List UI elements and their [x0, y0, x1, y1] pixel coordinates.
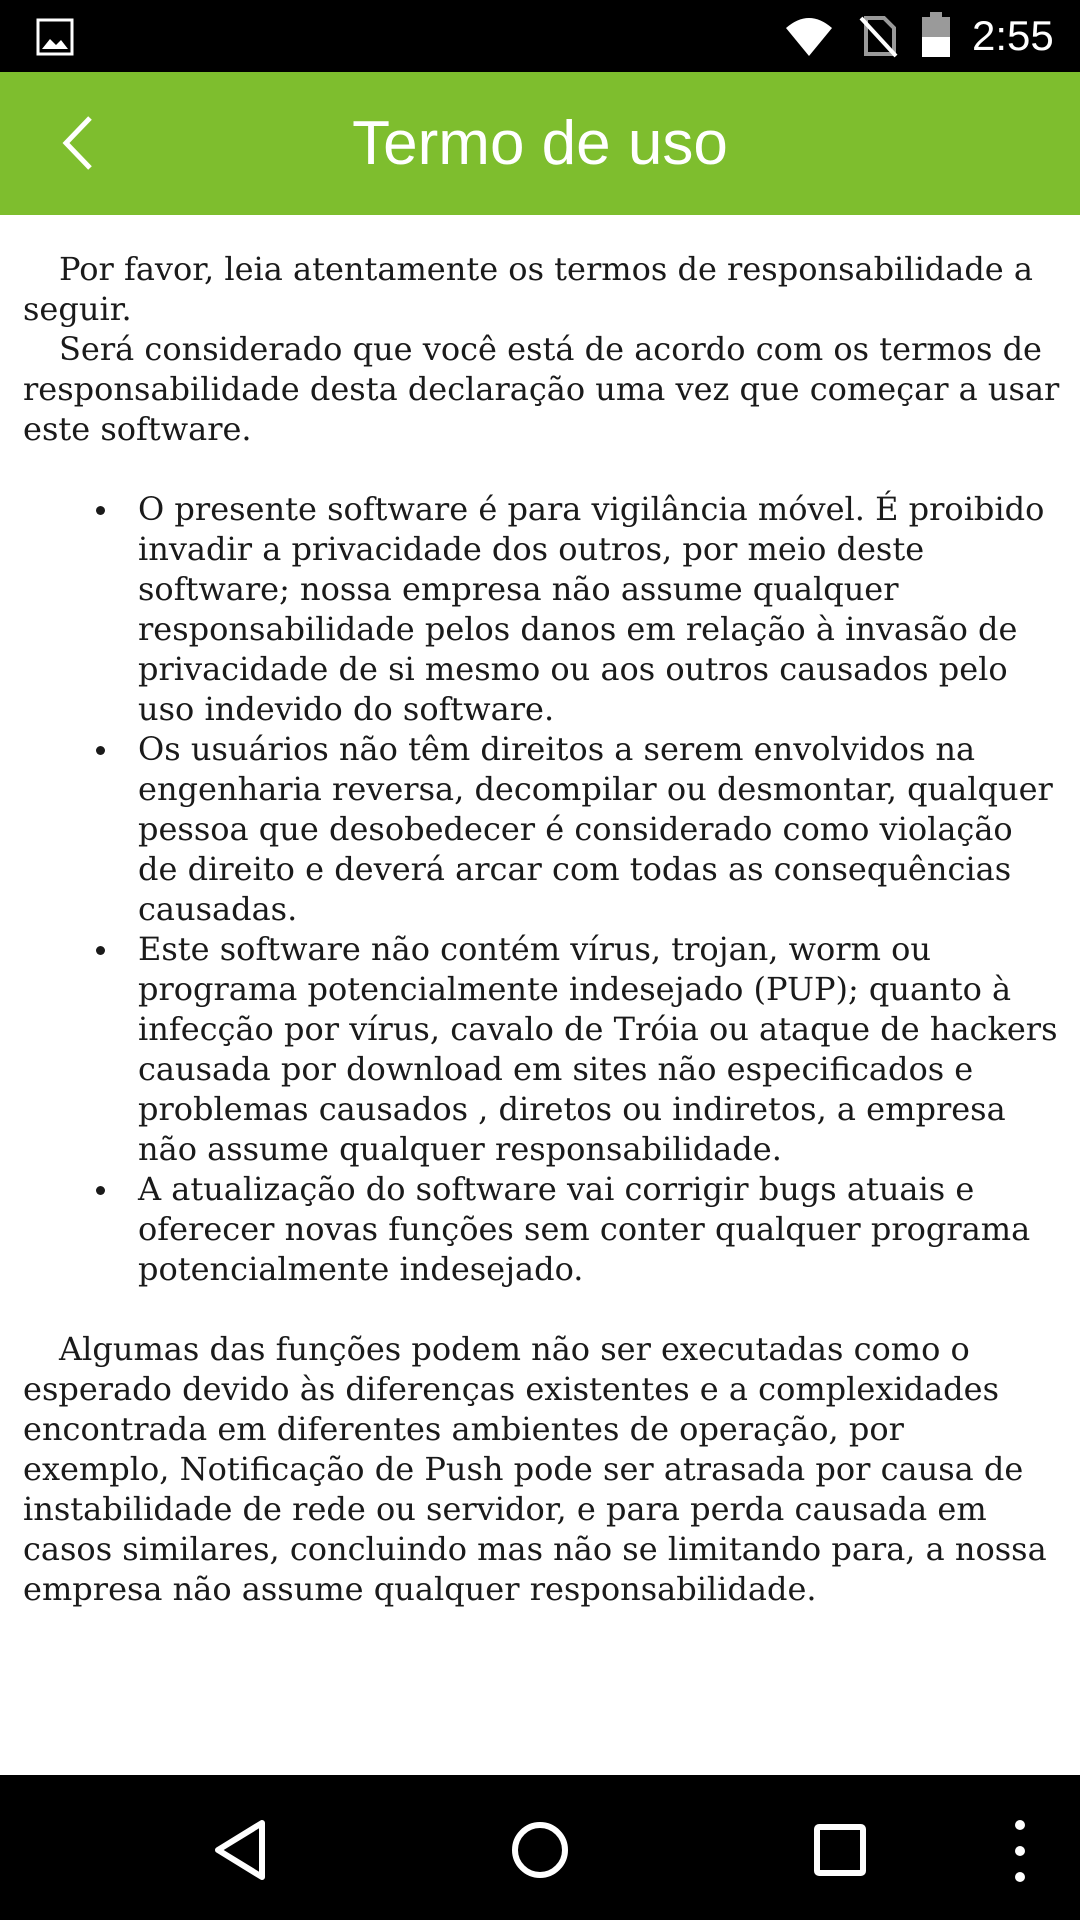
- intro-paragraph-1: Por favor, leia atentamente os termos de responsabilidade a seguir.: [23, 250, 1033, 328]
- bullet-icon: [96, 1186, 105, 1195]
- back-button[interactable]: [40, 98, 130, 188]
- bullet-icon: [96, 506, 105, 515]
- list-item: [138, 489, 1060, 729]
- chevron-left-icon: [40, 98, 130, 188]
- list-item-text: Os usuários não têm direitos a serem envolvidos na engenharia reversa, decompilar ou desmontar, qualquer pessoa que desobedecer é considerado como violação de direito e deverá arcar com todas as consequências causadas.: [138, 730, 1053, 928]
- image-icon: [36, 18, 74, 56]
- status-time: 2:55: [972, 12, 1054, 59]
- bullet-icon: [96, 946, 105, 955]
- nav-home-button[interactable]: [495, 1805, 585, 1895]
- nav-back-button[interactable]: [196, 1805, 286, 1895]
- list-item: [138, 1169, 1060, 1289]
- battery-icon: [920, 12, 952, 58]
- app-bar: [0, 72, 1080, 215]
- list-item: [138, 729, 1060, 929]
- more-vert-icon: [1000, 1805, 1040, 1895]
- terms-content[interactable]: [0, 215, 1080, 1775]
- bullet-icon: [96, 746, 105, 755]
- status-bar: [0, 0, 1080, 72]
- terms-list: [23, 489, 1060, 1289]
- home-circle-icon: [495, 1805, 585, 1895]
- list-item: [138, 929, 1060, 1169]
- list-item-text: A atualização do software vai corrigir bugs atuais e oferecer novas funções sem conter qualquer programa potencialmente indesejado.: [138, 1170, 1031, 1288]
- recents-square-icon: [795, 1805, 885, 1895]
- more-options-button[interactable]: [1000, 1805, 1040, 1895]
- intro-paragraph-2: Será considerado que você está de acordo com os termos de responsabilidade desta declaração uma vez que começar a usar este software.: [23, 330, 1060, 448]
- navigation-bar: [0, 1775, 1080, 1920]
- back-triangle-icon: [196, 1805, 286, 1895]
- no-sim-icon: [858, 14, 898, 58]
- closing-paragraph: Algumas das funções podem não ser executadas como o esperado devido às diferenças existentes e a complexidades encontrada em diferentes ambientes de operação, por exemplo, Notificação de Push pode ser atrasada por causa de instabilidade de rede ou servidor, e para perda causada em casos similares, concluindo mas não se limitando para, a nossa empresa não assume qualquer responsabilidade.: [23, 1330, 1047, 1608]
- list-item-text: Este software não contém vírus, trojan, worm ou programa potencialmente indesejado (PUP); quanto à infecção por vírus, cavalo de Tróia ou ataque de hackers causada por download em sites não especificados e problemas causados , diretos ou indiretos, a empresa não assume qualquer responsabilidade.: [138, 930, 1058, 1168]
- nav-recents-button[interactable]: [795, 1805, 885, 1895]
- list-item-text: O presente software é para vigilância móvel. É proibido invadir a privacidade dos outros, por meio deste software; nossa empresa não assume qualquer responsabilidade pelos danos em relação à invasão de privacidade de si mesmo ou aos outros causados pelo uso indevido do software.: [138, 490, 1045, 728]
- wifi-icon: [784, 14, 834, 58]
- page-title: Termo de uso: [352, 109, 728, 178]
